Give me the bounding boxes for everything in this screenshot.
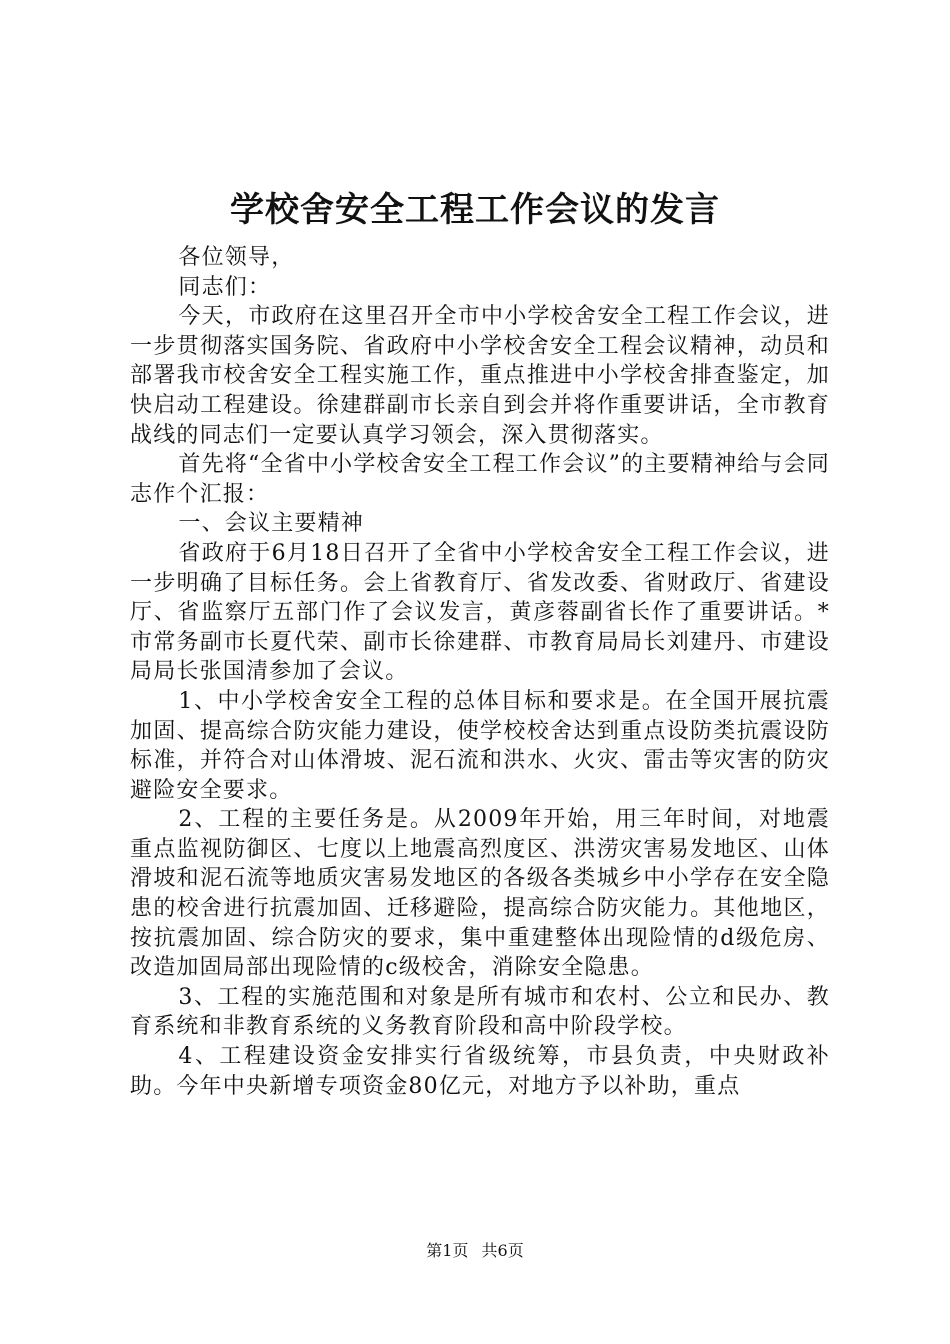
paragraph-item-1: 1、中小学校舍安全工程的总体目标和要求是。在全国开展抗震加固、提高综合防灾能力建设，使学校校舍达到重点设防类抗震设防标准，并符合对山体滑坡、泥石流和洪水、火灾、雷击等灾害的防灾避险安全要求。 [130,688,830,803]
paragraph-report-intro: 首先将“全省中小学校舍安全工程工作会议”的主要精神给与会同志作个汇报： [130,452,830,507]
paragraph-item-4: 4、工程建设资金安排实行省级统筹，市县负责，中央财政补助。今年中央新增专项资金80亿元，对地方予以补助，重点 [130,1044,830,1099]
page-number: 第1页 [426,1241,469,1260]
document-body [130,243,830,1101]
paragraph-salutation-comrades: 同志们： [178,274,272,300]
page-footer [0,1240,950,1262]
page-total: 共6页 [481,1241,524,1260]
paragraph-opening: 今天，市政府在这里召开全市中小学校舍安全工程工作会议，进一步贯彻落实国务院、省政府中小学校舍安全工程会议精神，动员和部署我市校舍安全工程实施工作，重点推进中小学校舍排查鉴定，加快启动工程建设。徐建群副市长亲自到会并将作重要讲话，全市教育战线的同志们一定要认真学习领会，深入贯彻落实。 [130,304,830,448]
paragraph-item-2: 2、工程的主要任务是。从2009年开始，用三年时间，对地震重点监视防御区、七度以上地震高烈度区、洪涝灾害易发地区、山体滑坡和泥石流等地质灾害易发地区的各级各类城乡中小学存在安全隐患的校舍进行抗震加固、迁移避险，提高综合防灾能力。其他地区，按抗震加固、综合防灾的要求，集中重建整体出现险情的d级危房、改造加固局部出现险情的c级校舍，消除安全隐患。 [130,807,830,981]
paragraph-salutation-leaders: 各位领导， [178,245,295,270]
paragraph-provincial-meeting: 省政府于6月18日召开了全省中小学校舍安全工程工作会议，进一步明确了目标任务。会上省教育厅、省发改委、省财政厅、省建设厅、省监察厅五部门作了会议发言，黄彦蓉副省长作了重要讲话。*市常务副市长夏代荣、副市长徐建群、市教育局局长刘建丹、市建设局局长张国清参加了会议。 [130,540,830,685]
paragraph-item-3: 3、工程的实施范围和对象是所有城市和农村、公立和民办、教育系统和非教育系统的义务教育阶段和高中阶段学校。 [130,984,830,1040]
document-title: 学校舍安全工程工作会议的发言 [230,190,720,230]
section-heading-main-spirit: 一、会议主要精神 [178,511,364,537]
